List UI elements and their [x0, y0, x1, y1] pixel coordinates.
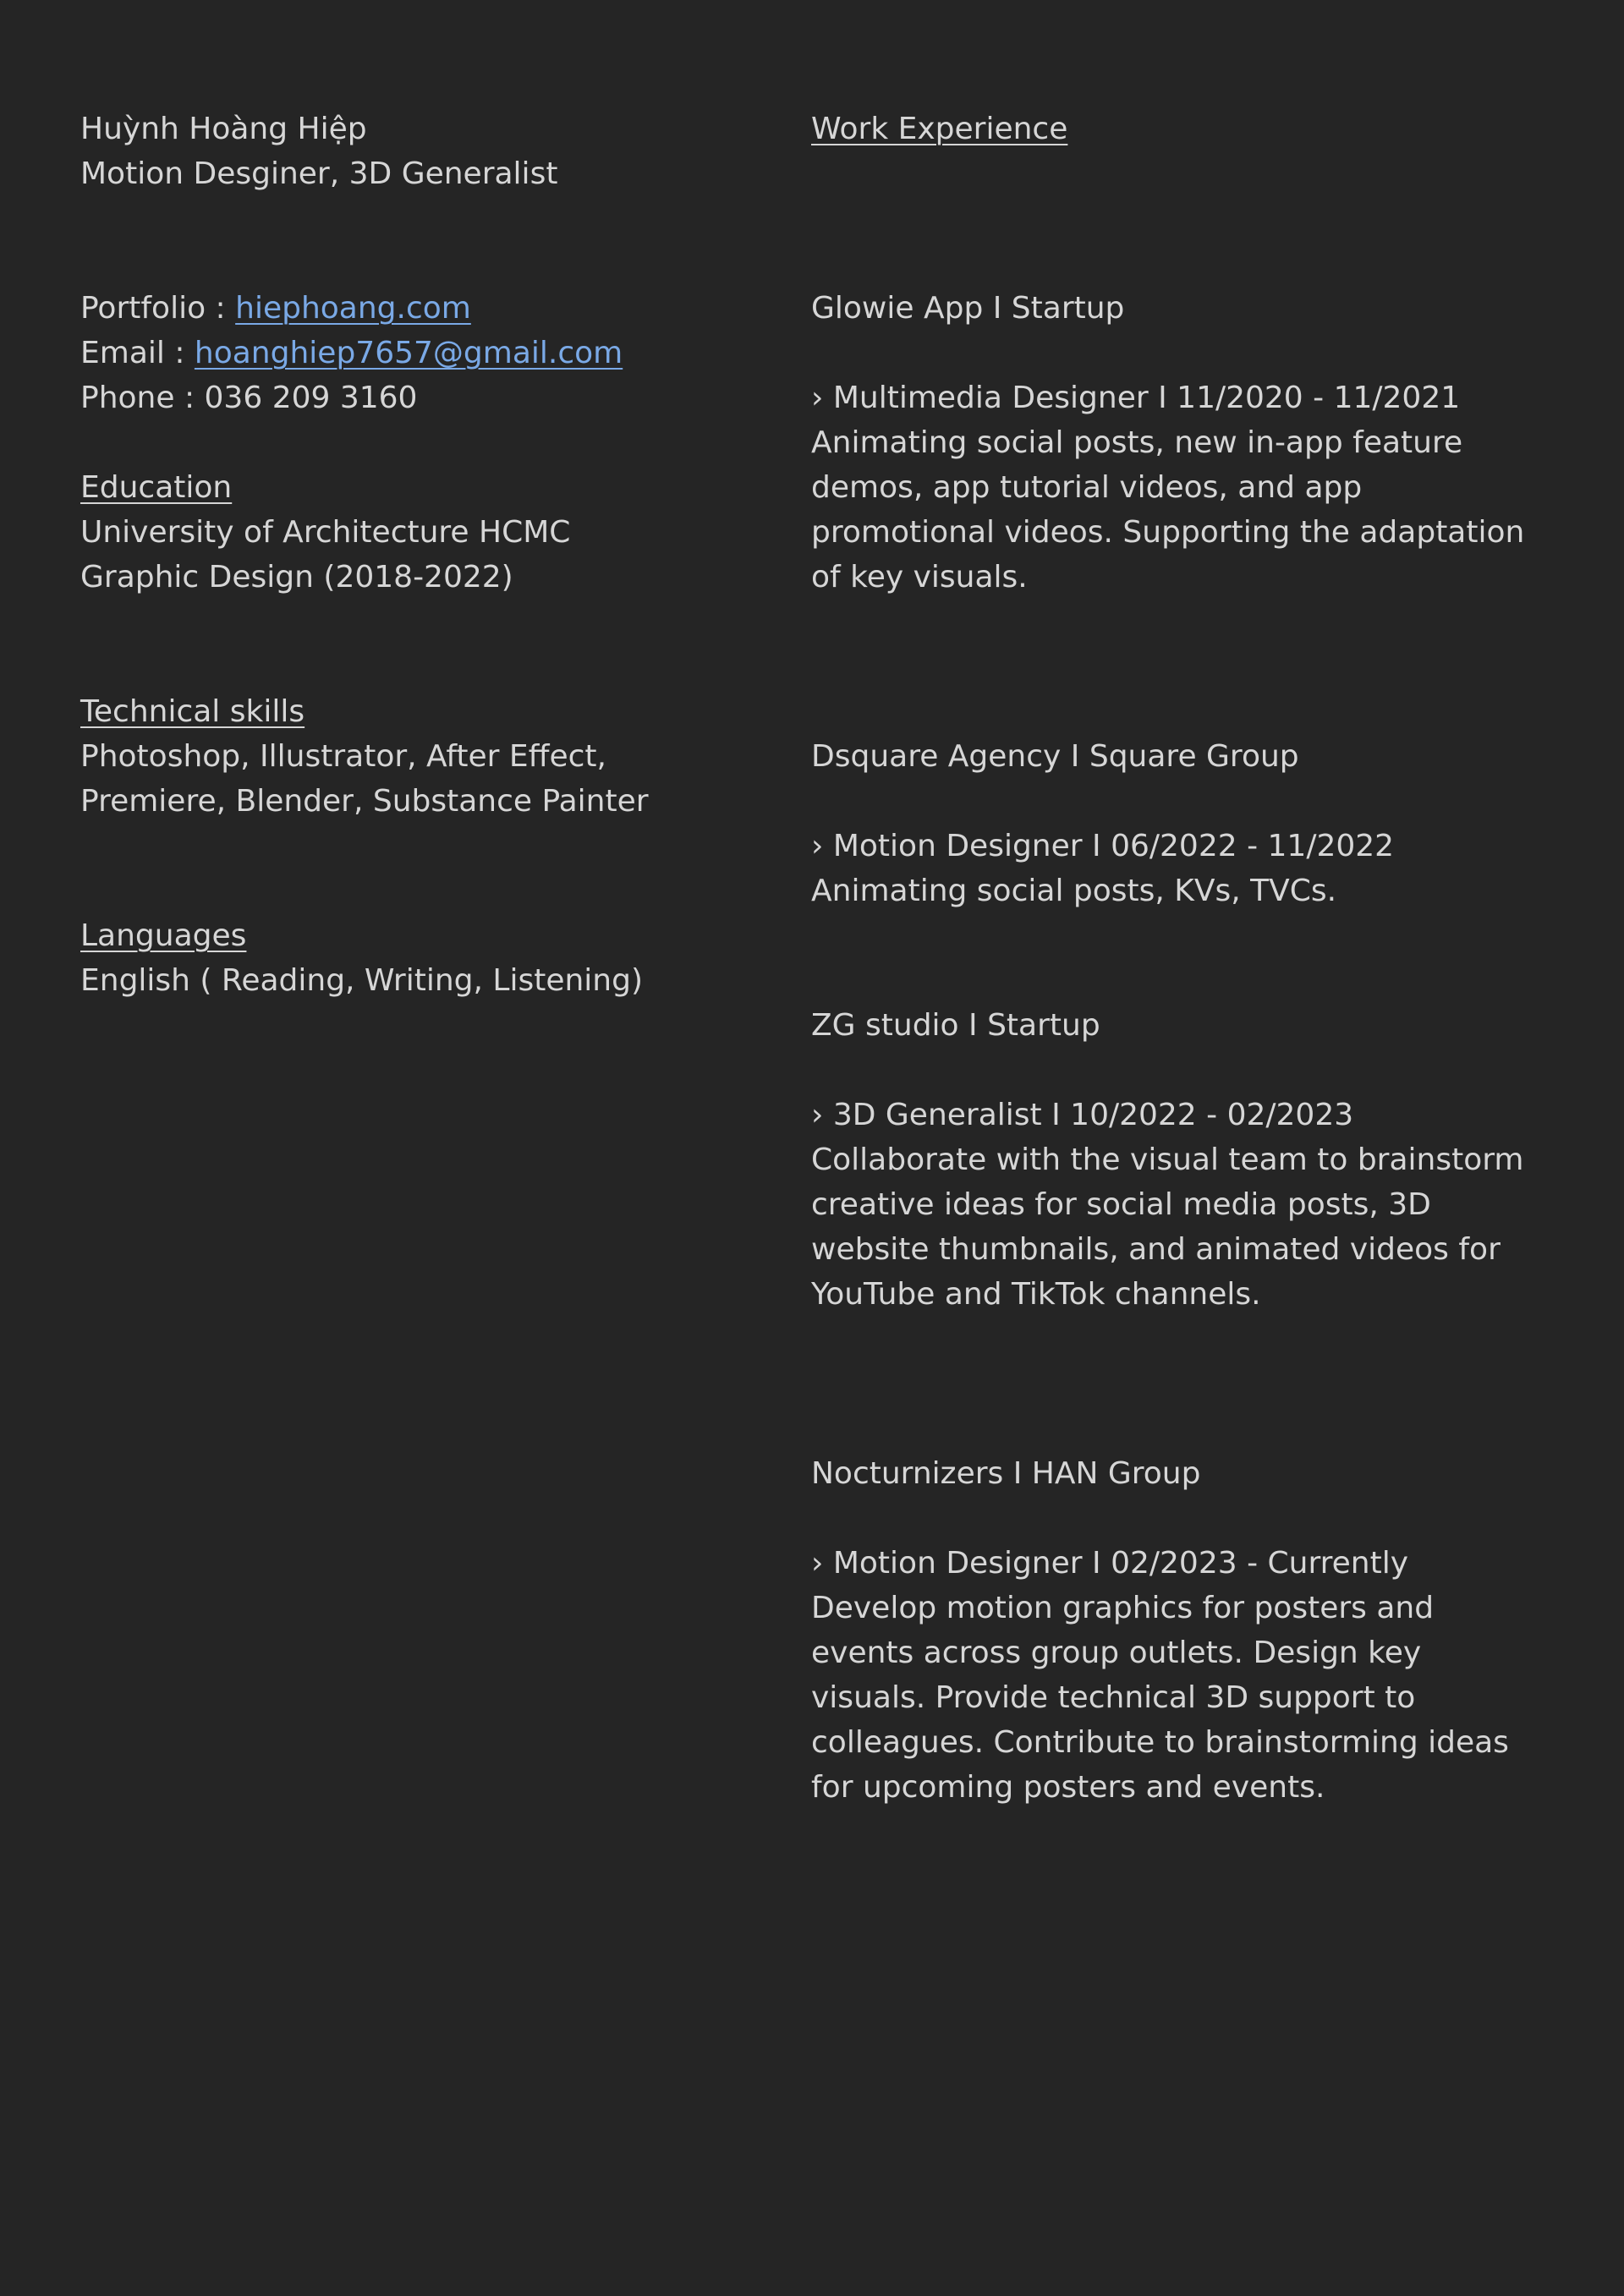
skills-line-1: Photoshop, Illustrator, After Effect, [80, 739, 606, 774]
job-desc-line: events across group outlets. Design key [811, 1636, 1422, 1670]
job-desc-line: visuals. Provide technical 3D support to [811, 1680, 1416, 1715]
job-company: Dsquare Agency I Square Group [811, 739, 1299, 774]
job-entry [811, 734, 1555, 913]
job-role: › 3D Generalist I 10/2022 - 02/2023 [811, 1098, 1354, 1132]
job-company: Nocturnizers I HAN Group [811, 1456, 1201, 1491]
job-role: › Multimedia Designer I 11/2020 - 11/2021 [811, 381, 1461, 415]
left-column [80, 107, 774, 1003]
education-degree: Graphic Design (2018-2022) [80, 560, 513, 595]
skills-heading: Technical skills [80, 694, 305, 729]
portfolio-row [80, 286, 774, 331]
skills-line-2: Premiere, Blender, Substance Painter [80, 784, 649, 819]
email-link[interactable]: hoanghiep7657@gmail.com [194, 336, 623, 370]
job-desc-line: Animating social posts, new in-app feature [811, 425, 1463, 460]
job-company: ZG studio I Startup [811, 1008, 1100, 1043]
job-desc-line: website thumbnails, and animated videos for [811, 1232, 1501, 1267]
education-school: University of Architecture HCMC [80, 515, 571, 550]
job-role: › Motion Designer I 02/2023 - Currently [811, 1546, 1409, 1581]
job-desc-line: Collaborate with the visual team to brainstorm [811, 1143, 1524, 1177]
job-role: › Motion Designer I 06/2022 - 11/2022 [811, 829, 1395, 863]
phone-row: Phone : 036 209 3160 [80, 381, 418, 415]
job-desc-line: Animating social posts, KVs, TVCs. [811, 874, 1337, 908]
job-desc-line: Develop motion graphics for posters and [811, 1591, 1435, 1625]
work-heading: Work Experience [811, 112, 1068, 146]
job-desc-line: demos, app tutorial videos, and app [811, 470, 1363, 505]
job-company: Glowie App I Startup [811, 291, 1125, 326]
job-entry [811, 1003, 1555, 1317]
job-entry [811, 286, 1555, 600]
job-desc-line: creative ideas for social media posts, 3D [811, 1187, 1431, 1222]
job-desc-line: promotional videos. Supporting the adaptation [811, 515, 1525, 550]
person-title: Motion Desginer, 3D Generalist [80, 156, 558, 191]
right-column [811, 107, 1555, 1810]
job-entry [811, 1451, 1555, 1810]
person-name: Huỳnh Hoàng Hiệp [80, 112, 367, 146]
job-desc-line: for upcoming posters and events. [811, 1770, 1325, 1805]
job-desc-line: YouTube and TikTok channels. [811, 1277, 1261, 1312]
education-heading: Education [80, 470, 233, 505]
portfolio-link[interactable]: hiephoang.com [235, 291, 471, 326]
job-desc-line: of key visuals. [811, 560, 1028, 595]
email-row [80, 331, 774, 375]
languages-value: English ( Reading, Writing, Listening) [80, 963, 643, 998]
portfolio-label: Portfolio : [80, 291, 236, 326]
email-label: Email : [80, 336, 195, 370]
job-desc-line: colleagues. Contribute to brainstorming ideas [811, 1725, 1509, 1760]
languages-heading: Languages [80, 918, 247, 953]
